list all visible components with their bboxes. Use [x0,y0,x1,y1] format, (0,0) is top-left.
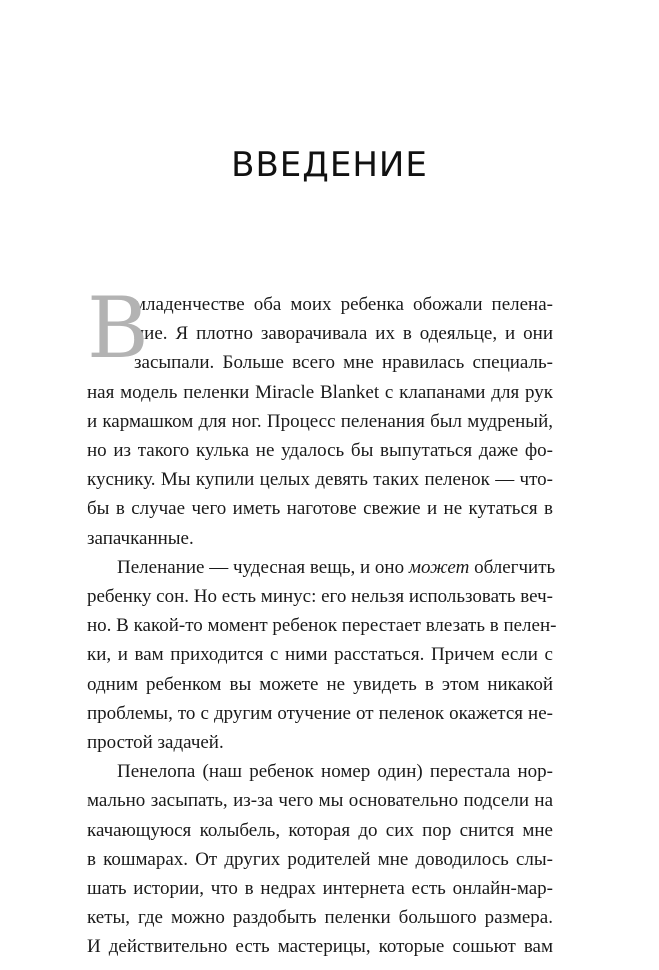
paragraph-3-line-5: шать истории, что в недрах интернета есть онлайн-мар- [87,878,553,900]
paragraph-2-line-5: одним ребенком вы можете не увидеть в этом никакой [87,673,553,695]
paragraph-1-line-6: но из такого кулька не удалось бы выпутаться даже фо- [87,440,553,462]
paragraph-1-line-1: младенчестве оба моих ребенка обожали пелена- [134,294,553,315]
paragraph-2-line-7: простой задачей. [87,732,224,754]
paragraph-2-line-1 [87,553,556,582]
paragraph-2-text-b: облегчить [469,556,556,578]
paragraph-2-text-a: Пеленание — чудесная вещь, и оно [117,556,409,578]
body-text [87,279,557,962]
drop-cap: В [87,279,149,377]
paragraph-2-emphasis: может [408,556,470,578]
paragraph-3-line-2: мально засыпать, из-за чего мы основательно подсели на [87,790,553,812]
paragraph-1-line-8: бы в случае чего иметь наготове свежие и не кутаться в [87,498,553,520]
paragraph-3-line-4: в кошмарах. От других родителей мне доводилось слы- [87,848,553,870]
paragraph-1-line-2: ние. Я плотно заворачивала их в одеяльце, и они [134,323,553,345]
paragraph-3-line-7: И действительно есть мастерицы, которые сошьют вам [87,936,553,958]
paragraph-3-line-1: Пенелопа (наш ребенок номер один) перестала нор- [117,761,553,783]
paragraph-3-line-3: качающуюся колыбель, которая до сих пор снится мне [87,819,553,841]
paragraph-2-line-4: ки, и вам приходится с ними расстаться. Причем если с [87,644,553,666]
paragraph-2-line-2: ребенку сон. Но есть минус: его нельзя использовать веч- [87,586,554,608]
paragraph-2-line-3: но. В какой-то момент ребенок перестает влезать в пелен- [87,615,557,637]
paragraph-1-line-5: и кармашком для ног. Процесс пеленания был мудреный, [87,410,553,432]
paragraph-1-line-4: ная модель пеленки Miracle Blanket с клапанами для рук [87,381,553,403]
chapter-title: ВВЕДЕНИЕ [231,145,428,185]
paragraph-2-line-6: проблемы, то с другим отучение от пеленок окажется не- [87,702,553,724]
paragraph-1-line-9: запачканные. [87,527,194,549]
paragraph-1-line-3: засыпали. Больше всего мне нравилась специаль- [134,352,553,374]
paragraph-3-line-6: кеты, где можно раздобыть пеленки большого размера. [87,907,553,929]
paragraph-1-line-7: куснику. Мы купили целых девять таких пеленок — что- [87,469,553,491]
